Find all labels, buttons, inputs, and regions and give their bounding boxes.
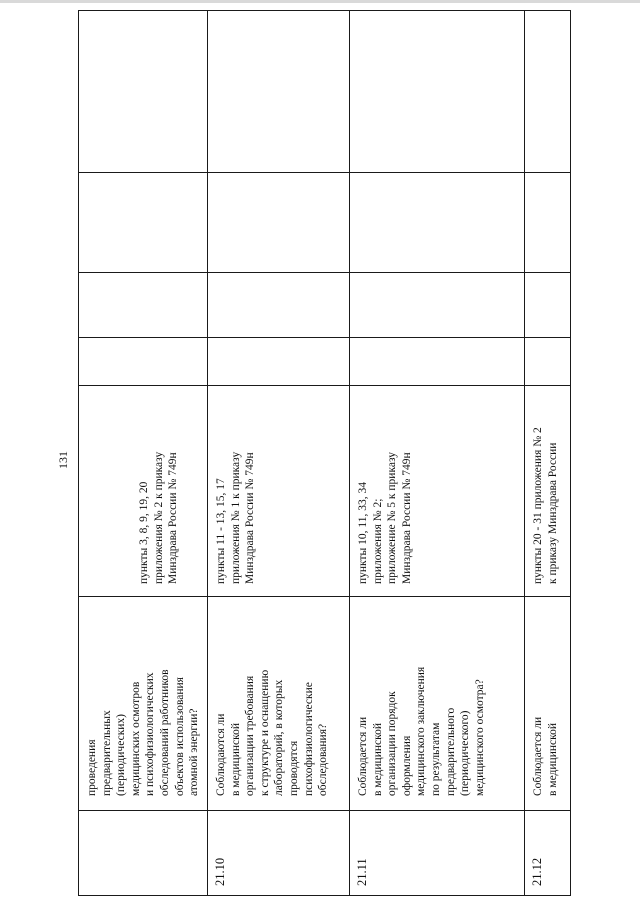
text-line: Соблюдается ли <box>532 716 544 796</box>
text-line: пункты 20 - 31 приложения № 2 <box>532 427 544 584</box>
row-1-number <box>212 812 232 892</box>
column-separator-6 <box>78 810 571 811</box>
text-line: в медицинской <box>229 722 242 796</box>
text-line: в медицинской <box>546 722 559 796</box>
row-2-reference <box>354 387 444 592</box>
text-line: к структуре и оснащению <box>258 669 271 796</box>
text-line: по результатам <box>429 722 442 796</box>
row-0-question <box>83 599 205 804</box>
text-line: предварительных <box>100 710 113 796</box>
row-1-question <box>212 599 334 804</box>
text-line: проведения <box>86 739 98 796</box>
column-separator-1 <box>78 172 571 173</box>
text-line: медицинских осмотров <box>129 681 142 796</box>
text-line: Соблюдается ли <box>357 716 369 796</box>
row-3-reference <box>529 387 569 592</box>
text-line: пункты 3, 8, 9, 19, 20 <box>138 481 150 584</box>
row-3-number <box>529 812 549 892</box>
row-0-reference <box>135 387 205 592</box>
text-line: медицинского осмотра? <box>473 679 486 796</box>
row-2-number <box>354 812 374 892</box>
row-number: 21.10 <box>213 857 227 886</box>
column-separator-3 <box>78 337 571 338</box>
row-1-reference <box>212 387 282 592</box>
row-number: 21.11 <box>355 858 369 886</box>
text-line: Минздрава России № 749н <box>244 452 257 584</box>
table-border-right <box>570 10 571 896</box>
row-separator-3 <box>524 10 525 896</box>
text-line: обследования? <box>317 723 330 796</box>
text-line: психофизиологические <box>302 682 315 796</box>
column-separator-2 <box>78 272 571 273</box>
text-line: лабораторий, в которых <box>273 679 286 796</box>
text-line: оформления <box>400 735 413 796</box>
row-3-question <box>529 599 569 804</box>
page-number: 131 <box>56 451 70 469</box>
table-border-bottom <box>78 895 571 896</box>
column-separator-5 <box>78 596 571 597</box>
text-line: приложения № 2 к приказу <box>152 451 165 584</box>
text-line: (периодического) <box>459 710 472 796</box>
table-border-top <box>78 10 571 11</box>
text-line: к приказу Минздрава России <box>546 442 559 584</box>
row-separator-1 <box>207 10 208 896</box>
text-line: в медицинской <box>371 722 384 796</box>
text-line: Минздрава России № 749н <box>400 452 413 584</box>
text-line: медицинского заключения <box>415 666 428 796</box>
text-line: атомной энергии? <box>188 708 201 796</box>
text-line: приложения № 1 к приказу <box>229 451 242 584</box>
row-separator-2 <box>349 10 350 896</box>
table-border-left <box>78 10 79 896</box>
text-line: Соблюдаются ли <box>215 713 227 796</box>
scan-edge <box>0 0 640 3</box>
text-line: организации порядок <box>386 691 399 796</box>
text-line: (периодических) <box>115 713 128 796</box>
text-line: пункты 11 - 13, 15, 17 <box>215 478 227 584</box>
text-line: объектов использования <box>173 677 186 796</box>
text-line: пункты 10, 11, 33, 34 <box>357 482 369 584</box>
text-line: организации требования <box>244 675 257 796</box>
row-2-question <box>354 599 494 804</box>
text-line: приложения № 2; <box>371 498 384 584</box>
text-line: обследований работников <box>158 669 171 796</box>
text-line: предварительного <box>444 707 457 796</box>
text-line: проводятся <box>287 740 300 796</box>
text-line: Минздрава России № 749н <box>167 452 180 584</box>
text-line: и психофизиологических <box>144 672 157 796</box>
text-line: приложение № 5 к приказу <box>386 451 399 584</box>
row-number: 21.12 <box>530 857 544 886</box>
